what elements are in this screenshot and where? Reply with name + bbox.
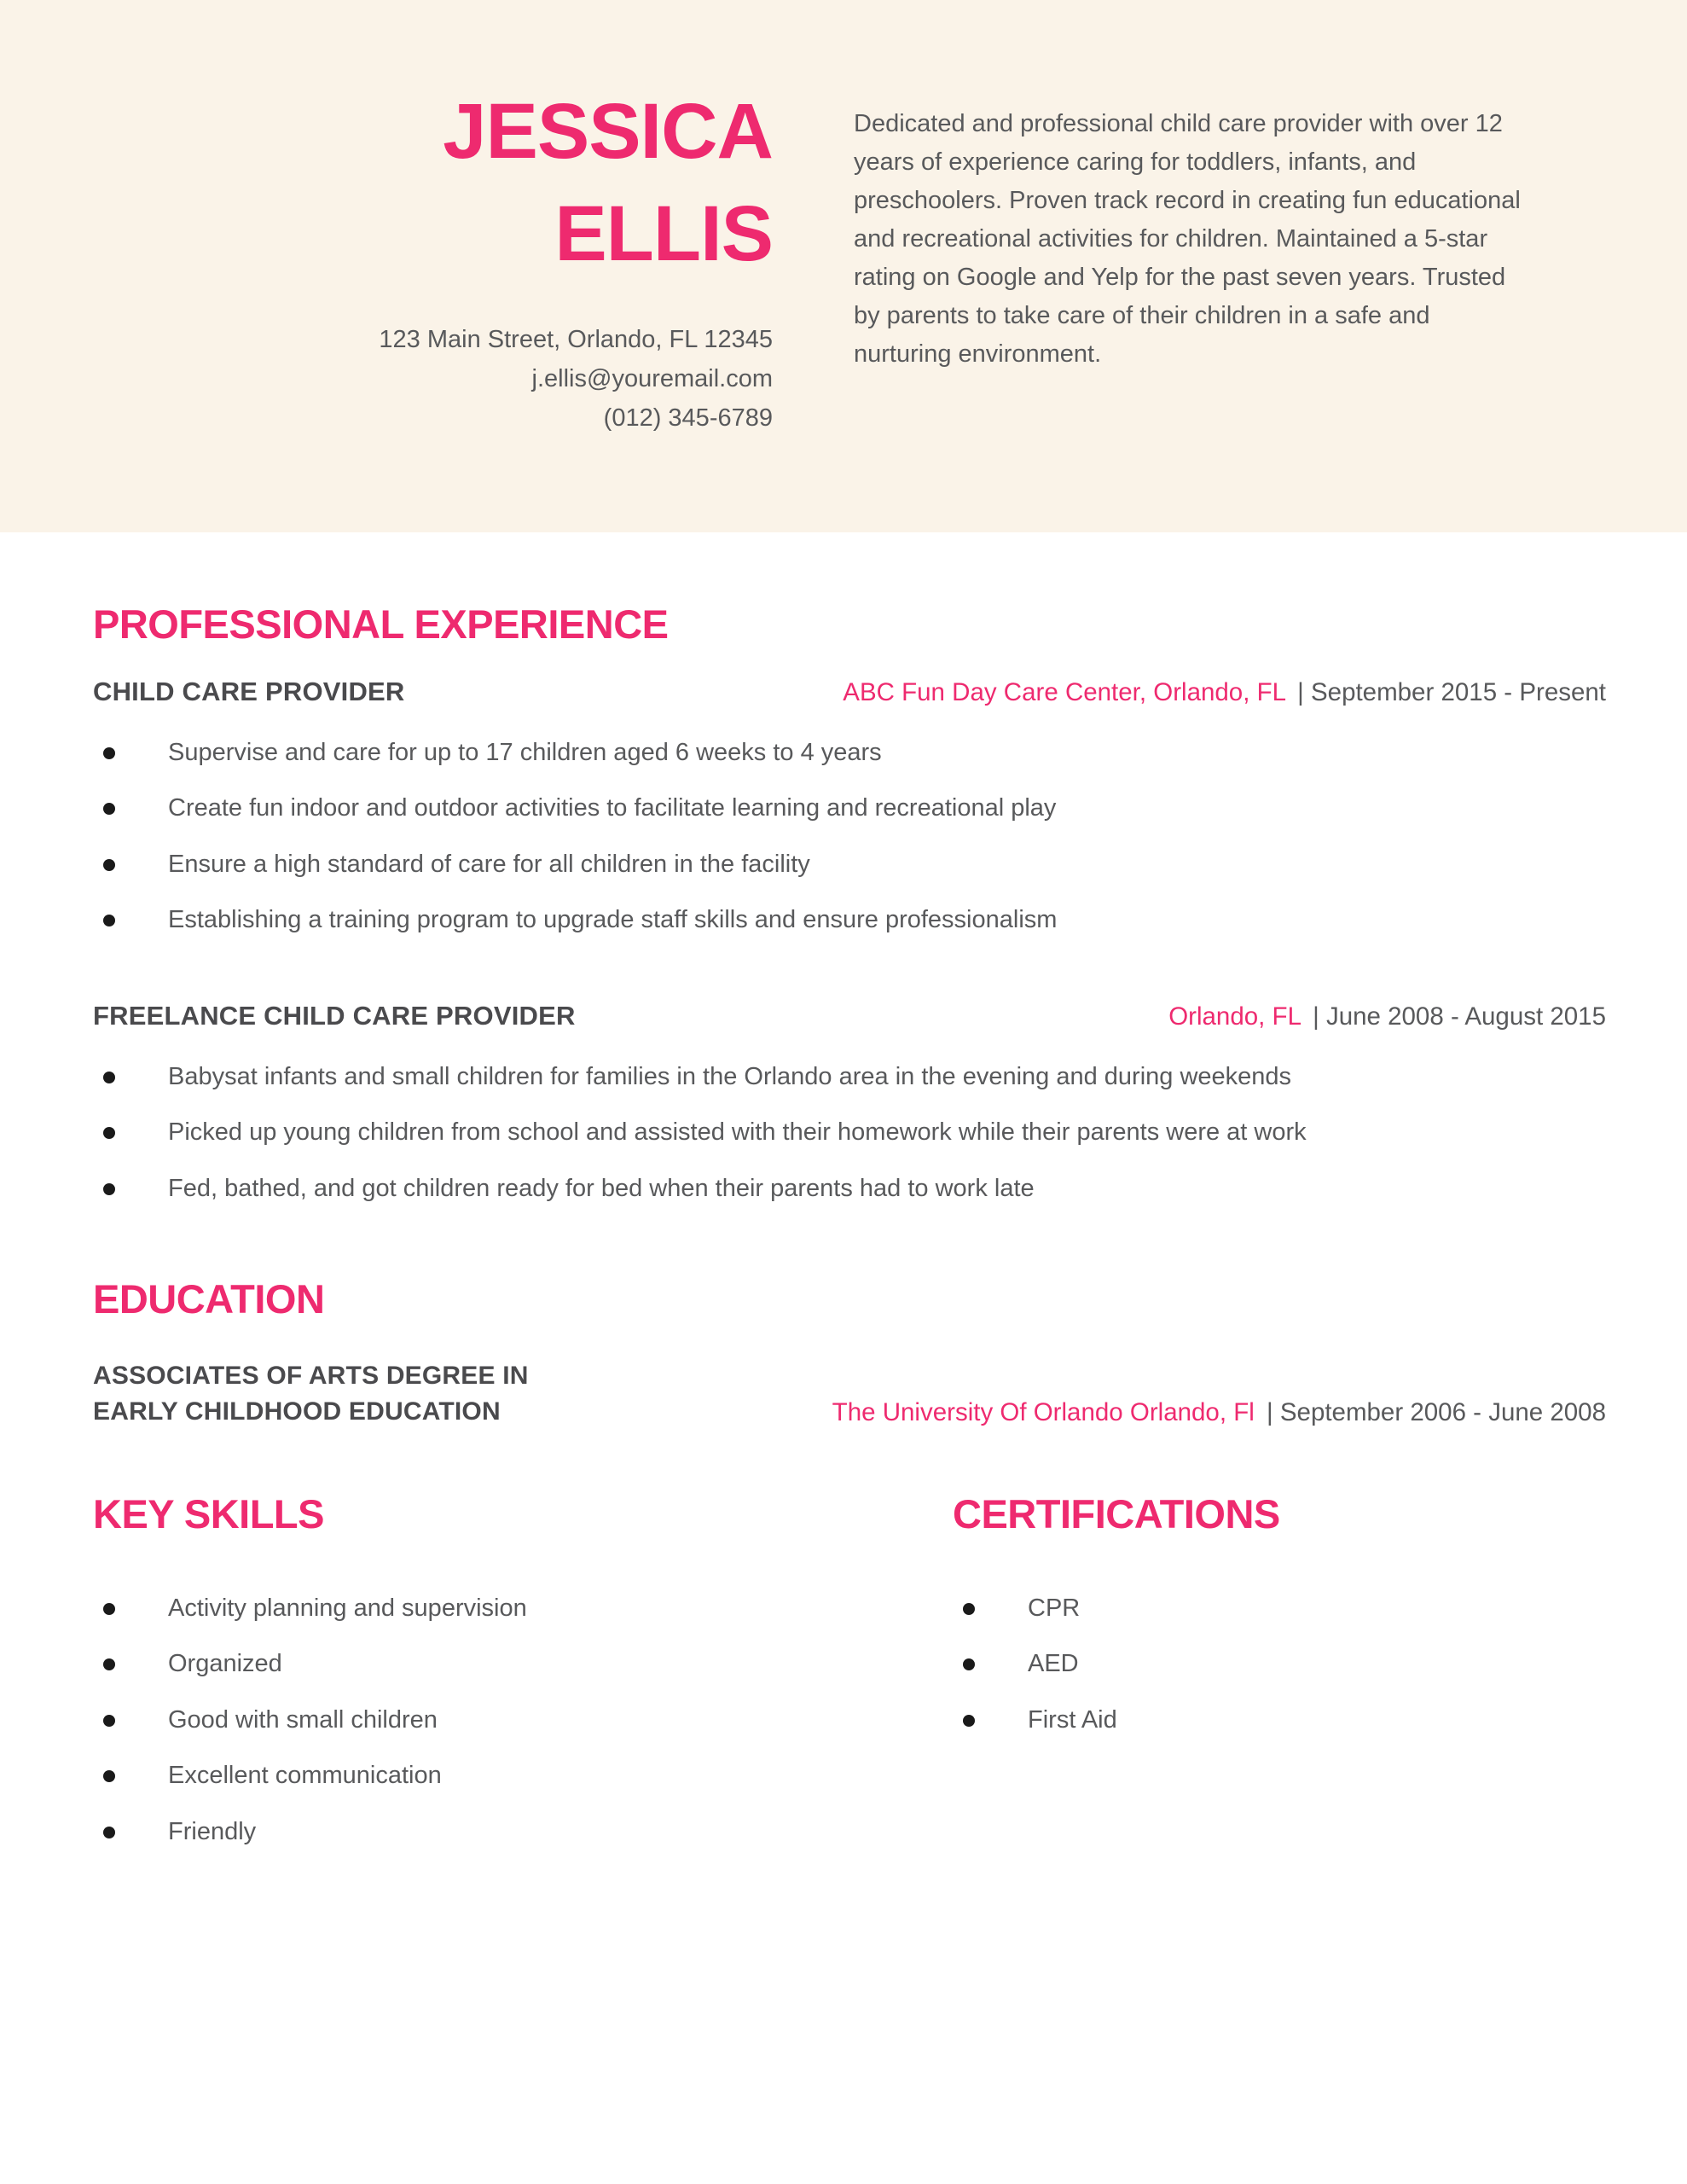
bullet-dot-icon xyxy=(103,1715,115,1727)
job-org: Orlando, FL xyxy=(1168,1002,1301,1031)
bullet-dot-icon xyxy=(963,1715,975,1727)
skill-text: Organized xyxy=(168,1650,282,1678)
job-meta xyxy=(843,678,1606,707)
name-line-2: ELLIS xyxy=(554,189,773,277)
job-bullet-item xyxy=(93,902,1606,939)
header-identity-block xyxy=(0,81,773,439)
job-bullet-item xyxy=(93,1059,1606,1096)
job-bullet-text: Supervise and care for up to 17 children aged 6 weeks to 4 years xyxy=(168,738,882,766)
bullet-dot-icon xyxy=(963,1603,975,1615)
job-role: FREELANCE CHILD CARE PROVIDER xyxy=(93,1000,576,1031)
skill-item xyxy=(93,1646,953,1683)
bullet-dot-icon xyxy=(103,1072,115,1083)
bullet-dot-icon xyxy=(103,915,115,926)
bullet-dot-icon xyxy=(103,859,115,871)
job-bullet-text: Ensure a high standard of care for all children in the facility xyxy=(168,850,810,878)
skill-text: Excellent communication xyxy=(168,1762,442,1790)
job-bullet-list xyxy=(93,735,1606,939)
job-org: ABC Fun Day Care Center, Orlando, FL xyxy=(843,677,1285,706)
bullet-dot-icon xyxy=(103,747,115,759)
education-meta xyxy=(832,1398,1606,1429)
job-bullet-text: Picked up young children from school and assisted with their homework while their parents were at work xyxy=(168,1118,1307,1147)
job-entry-child-care-provider xyxy=(93,677,1606,939)
certifications-section xyxy=(953,1438,1606,1870)
bullet-dot-icon xyxy=(963,1658,975,1670)
contact-block xyxy=(0,321,773,438)
certification-item xyxy=(953,1646,1606,1683)
job-role: CHILD CARE PROVIDER xyxy=(93,676,405,706)
skill-text: Good with small children xyxy=(168,1705,438,1734)
resume-body xyxy=(0,601,1687,1870)
certifications-list xyxy=(953,1590,1606,1740)
job-bullet-list xyxy=(93,1059,1606,1208)
job-dates: | September 2015 - Present xyxy=(1297,677,1606,706)
job-bullet-item xyxy=(93,1170,1606,1208)
name-line-1: JESSICA xyxy=(443,88,773,175)
certification-text: First Aid xyxy=(1028,1705,1117,1734)
job-bullet-text: Establishing a training program to upgrade staff skills and ensure professionalism xyxy=(168,906,1058,934)
candidate-name xyxy=(0,81,773,285)
skill-item xyxy=(93,1814,953,1851)
job-bullet-text: Fed, bathed, and got children ready for bed when their parents had to work late xyxy=(168,1174,1035,1202)
skills-list xyxy=(93,1590,953,1851)
education-entry xyxy=(93,1358,1606,1429)
skill-item xyxy=(93,1757,953,1795)
bullet-dot-icon xyxy=(103,1658,115,1670)
education-dates: | September 2006 - June 2008 xyxy=(1267,1397,1606,1426)
job-header xyxy=(93,1001,1606,1031)
education-section xyxy=(93,1358,1606,1429)
certification-item xyxy=(953,1590,1606,1628)
job-meta xyxy=(1168,1002,1606,1031)
bullet-dot-icon xyxy=(103,1827,115,1838)
degree-line-1: ASSOCIATES OF ARTS DEGREE IN xyxy=(93,1362,529,1391)
experience-section xyxy=(93,677,1606,1208)
job-bullet-item xyxy=(93,790,1606,828)
skill-item xyxy=(93,1590,953,1628)
skill-text: Activity planning and supervision xyxy=(168,1594,527,1622)
certification-text: CPR xyxy=(1028,1594,1081,1622)
skills-certifications-columns xyxy=(93,1438,1606,1870)
job-dates: | June 2008 - August 2015 xyxy=(1313,1002,1606,1031)
job-bullet-text: Babysat infants and small children for families in the Orlando area in the evening and during weekends xyxy=(168,1062,1292,1090)
certification-item xyxy=(953,1702,1606,1740)
job-header xyxy=(93,677,1606,707)
bullet-dot-icon xyxy=(103,1183,115,1195)
job-bullet-item xyxy=(93,1114,1606,1152)
skill-item xyxy=(93,1702,953,1740)
professional-summary: Dedicated and professional child care provider with over 12 years of experience caring for toddlers, infants, and preschoolers. Proven track record in creating fun educational and recreational activities for children. Maintained a 5-star rating on Google and Yelp for the past seven years. Trusted by parents to take care of their children in a safe and nurturing environment. xyxy=(854,110,1521,368)
section-title-certifications: CERTIFICATIONS xyxy=(953,1490,1280,1536)
section-title-experience: PROFESSIONAL EXPERIENCE xyxy=(93,601,669,647)
bullet-dot-icon xyxy=(103,803,115,815)
job-bullet-item xyxy=(93,735,1606,772)
section-title-education: EDUCATION xyxy=(93,1276,325,1322)
bullet-dot-icon xyxy=(103,1770,115,1782)
job-bullet-text: Create fun indoor and outdoor activities to facilitate learning and recreational play xyxy=(168,794,1057,822)
skill-text: Friendly xyxy=(168,1817,257,1845)
contact-email: j.ellis@youremail.com xyxy=(531,365,773,392)
resume-header xyxy=(0,0,1687,532)
job-bullet-item xyxy=(93,846,1606,884)
bullet-dot-icon xyxy=(103,1603,115,1615)
header-summary-block xyxy=(854,81,1528,374)
education-school: The University Of Orlando Orlando, Fl xyxy=(832,1397,1255,1426)
key-skills-section xyxy=(93,1438,953,1870)
degree-title xyxy=(93,1358,529,1429)
section-title-key-skills: KEY SKILLS xyxy=(93,1490,324,1536)
bullet-dot-icon xyxy=(103,1127,115,1139)
degree-line-2: EARLY CHILDHOOD EDUCATION xyxy=(93,1397,501,1426)
certification-text: AED xyxy=(1028,1650,1079,1678)
contact-phone: (012) 345-6789 xyxy=(603,404,773,432)
job-entry-freelance-child-care-provider xyxy=(93,1001,1606,1208)
contact-address: 123 Main Street, Orlando, FL 12345 xyxy=(379,326,773,354)
